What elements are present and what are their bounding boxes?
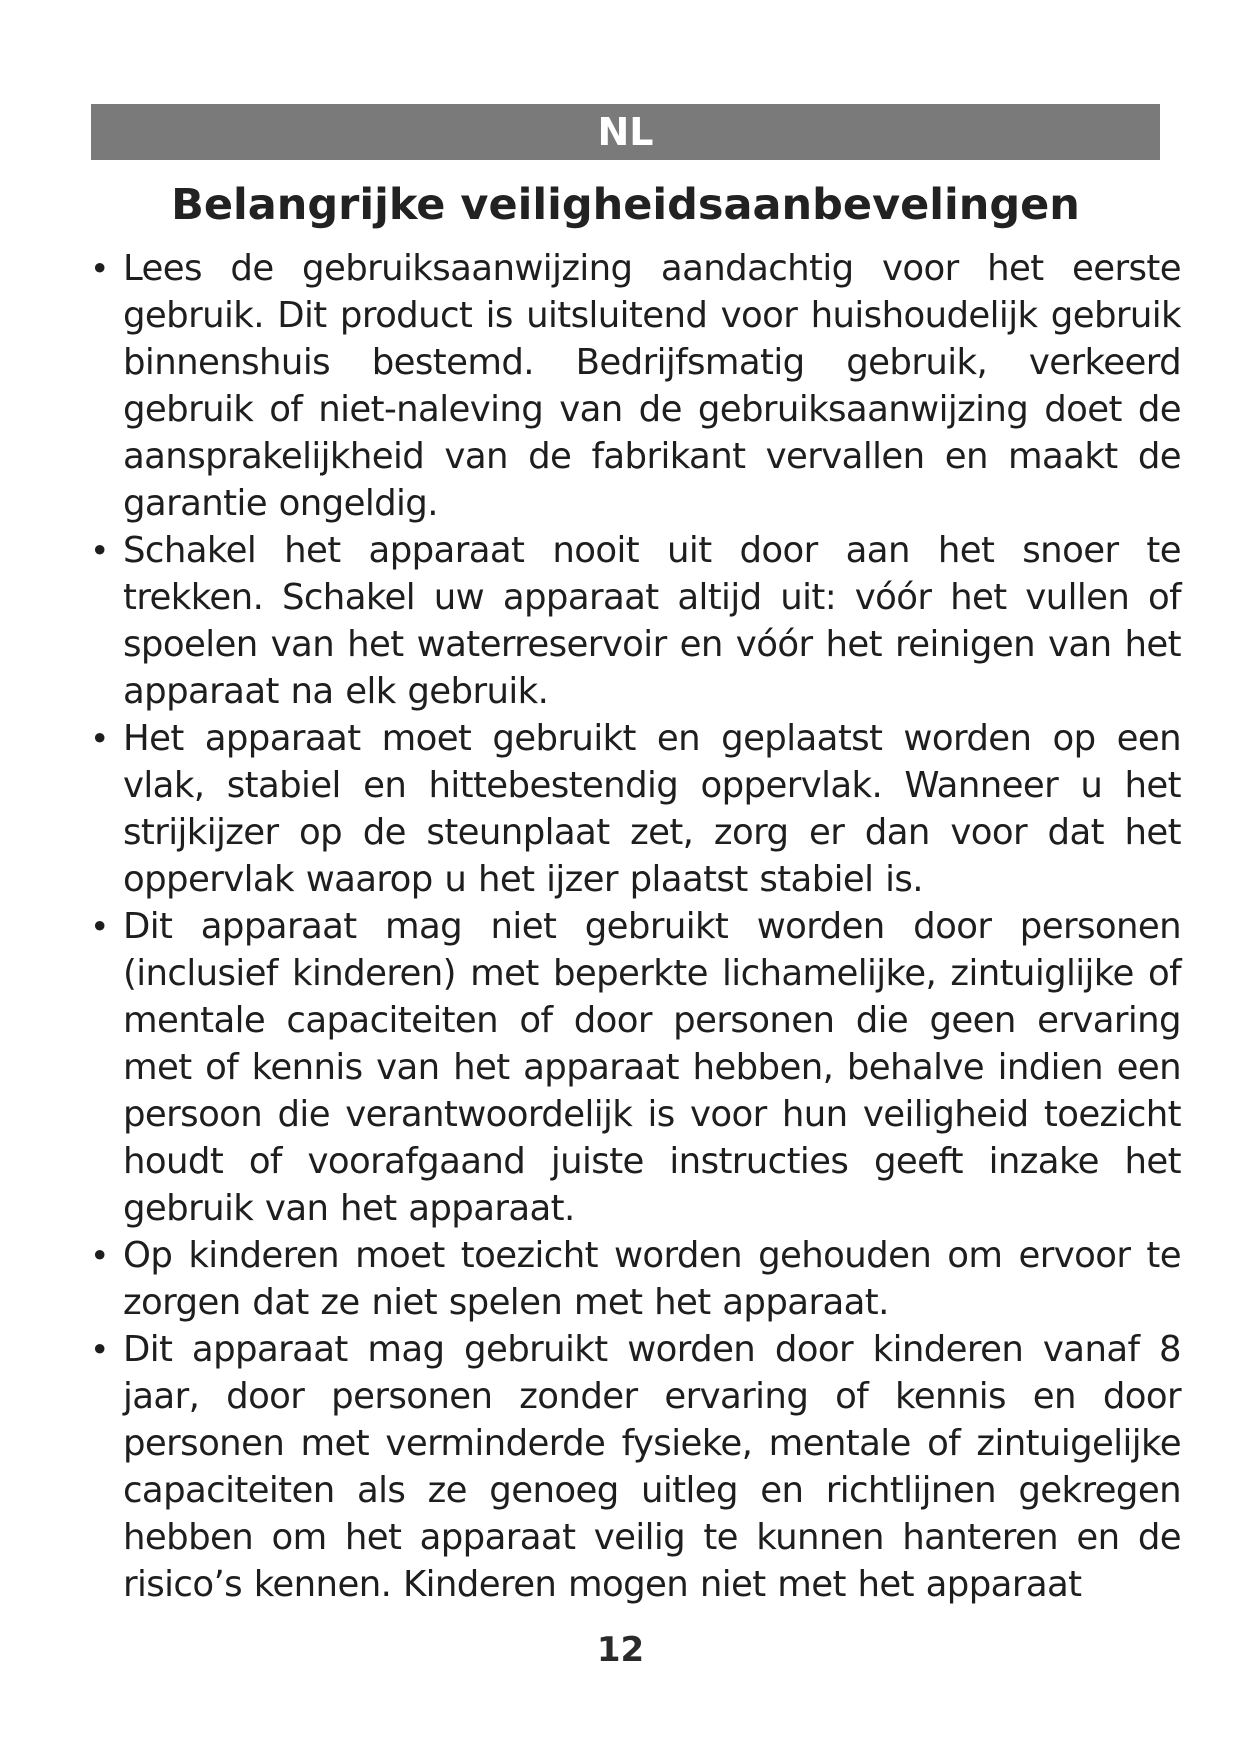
bullet-icon: • [90, 1236, 109, 1275]
page-number: 12 [596, 1630, 645, 1670]
list-item [90, 527, 1181, 715]
bullet-icon: • [90, 1330, 109, 1369]
list-item-text: Lees de gebruiksaanwijzing aandachtig voor het eerste gebruik. Dit product is uitsluitend voor huishoudelijk gebruik binnenshuis bestemd. Bedrijfsmatig gebruik, verkeerd gebruik of niet-naleving van de gebruiksaanwijzing doet de aansprakelijkheid van de fabrikant vervallen en maakt de garantie ongeldig. [123, 248, 1181, 524]
list-item [90, 245, 1181, 527]
list-item-text: Dit apparaat mag gebruikt worden door kinderen vanaf 8 jaar, door personen zonder ervaring of kennis en door personen met verminderde fysieke, mentale of zintuigelijke capaciteiten als ze genoeg uitleg en richtlijnen gekregen hebben om het apparaat veilig te kunnen hanteren en de risico’s kennen. Kinderen mogen niet met het apparaat [123, 1329, 1181, 1605]
section-title: Belangrijke veiligheidsaanbevelingen [171, 180, 1080, 230]
bullet-icon: • [90, 531, 109, 570]
list-item-text: Op kinderen moet toezicht worden gehouden om ervoor te zorgen dat ze niet spelen met het apparaat. [123, 1235, 1181, 1323]
list-item [90, 1232, 1181, 1326]
list-item-text: Het apparaat moet gebruikt en geplaatst worden op een vlak, stabiel en hittebestendig oppervlak. Wanneer u het strijkijzer op de steunplaat zet, zorg er dan voor dat het oppervlak waarop u het ijzer plaatst stabiel is. [123, 718, 1181, 900]
language-header-bar [91, 104, 1160, 160]
list-item [90, 903, 1181, 1232]
bullet-icon: • [90, 249, 109, 288]
list-item [90, 715, 1181, 903]
list-item-text: Schakel het apparaat nooit uit door aan het snoer te trekken. Schakel uw apparaat altijd uit: vóór het vullen of spoelen van het waterreservoir en vóór het reinigen van het apparaat na elk gebruik. [123, 530, 1181, 712]
list-item [90, 1326, 1181, 1608]
bullet-icon: • [90, 719, 109, 758]
bullet-icon: • [90, 907, 109, 946]
list-item-text: Dit apparaat mag niet gebruikt worden door personen (inclusief kinderen) met beperkte lichamelijke, zintuiglijke of mentale capaciteiten of door personen die geen ervaring met of kennis van het apparaat hebben, behalve indien een persoon die verantwoordelijk is voor hun veiligheid toezicht houdt of voorafgaand juiste instructies geeft inzake het gebruik van het apparaat. [123, 906, 1181, 1229]
language-code: NL [597, 110, 654, 154]
safety-recommendations-list [90, 245, 1181, 1608]
